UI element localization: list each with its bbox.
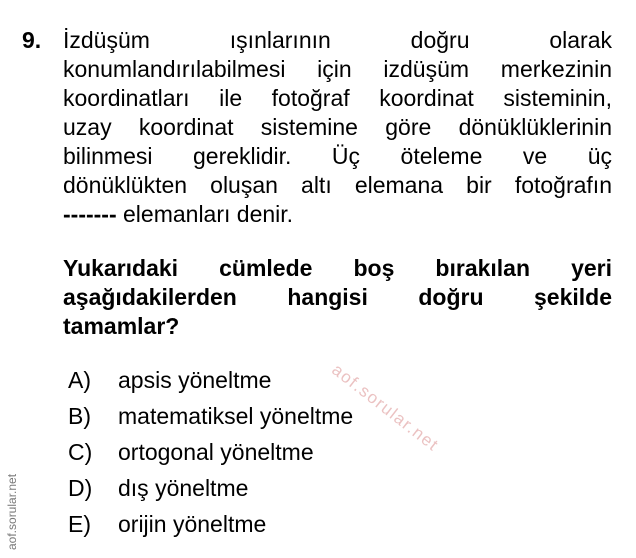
option-text: orijin yöneltme [118,511,267,537]
prompt-line: aşağıdakilerden hangisi doğru şekilde [63,284,612,310]
option-c[interactable] [68,434,353,470]
question-stem [63,26,612,229]
stem-line: dönüklükten oluşan altı elemana bir fotoğrafın [63,172,612,198]
option-letter: A) [68,367,91,393]
option-d[interactable] [68,470,353,506]
option-letter: B) [68,403,91,429]
watermark-side: aof.sorular.net [5,473,19,550]
stem-line-last-text: elemanları denir. [116,201,294,227]
prompt-line: Yukarıdaki cümlede boş bırakılan yeri [63,255,612,281]
option-letter: C) [68,439,93,465]
stem-line: konumlandırılabilmesi için izdüşüm merkezinin [63,56,612,82]
option-text: apsis yöneltme [118,367,272,393]
question-prompt [63,254,612,341]
watermark-diagonal: aof.sorular.net [328,360,443,456]
prompt-line: tamamlar? [63,313,180,339]
option-text: ortogonal yöneltme [118,439,314,465]
option-text: dış yöneltme [118,475,249,501]
blank-placeholder: ------- [63,201,117,227]
option-e[interactable] [68,506,353,542]
question-number: 9. [22,27,42,53]
stem-line: koordinatları ile fotoğraf koordinat sisteminin, [63,85,612,111]
option-letter: D) [68,475,93,501]
stem-line: uzay koordinat sistemine göre dönüklüklerinin [63,114,612,140]
option-a[interactable] [68,362,353,398]
answer-options [68,362,353,542]
stem-line: bilinmesi gereklidir. Üç öteleme ve üç [63,143,612,169]
stem-line: İzdüşüm ışınlarının doğru olarak [63,27,612,53]
stem-line-last [63,200,612,229]
option-b[interactable] [68,398,353,434]
option-text: matematiksel yöneltme [118,403,354,429]
option-letter: E) [68,511,91,537]
